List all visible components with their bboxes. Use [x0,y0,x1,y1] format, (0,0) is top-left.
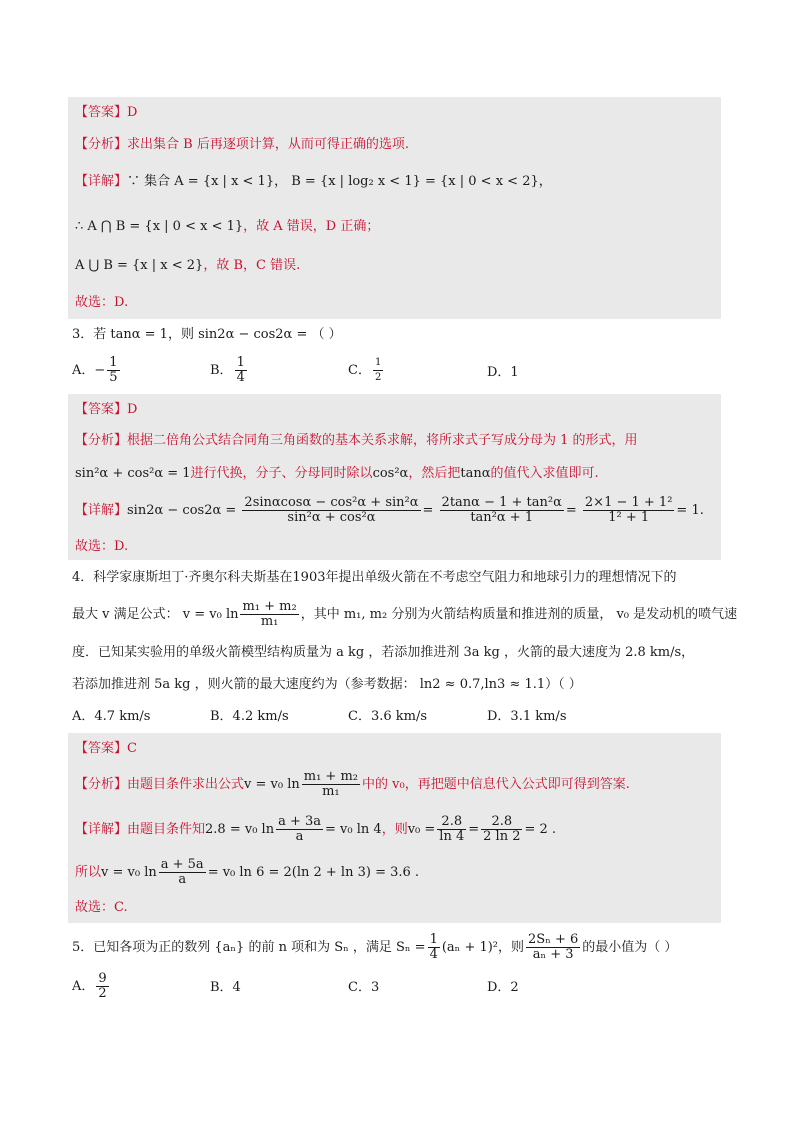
detail-math: = v₀ ln 6 = 2(ln 2 + ln 3) = 3.6 . [207,865,420,880]
numerator: m₁ + m₂ [303,769,358,784]
detail-text: ，故 B，C 错误. [203,258,301,273]
option-d: D．2 [487,980,519,995]
fraction [428,933,440,962]
analysis-text: ，然后把 [408,466,461,481]
answer-label: 【答案】C [75,741,137,756]
fraction [107,356,119,385]
denominator: 4 [429,947,438,962]
numerator: 1 [109,355,118,370]
detail-math: A ⋃ B = {x | x < 2} [75,258,204,273]
analysis-text: 进行代换，分子、分母同时除以 [190,466,373,481]
detail-text: ，则 [381,822,408,837]
analysis-tag: 【分析】 [75,777,128,792]
detail-text: 所以 [75,865,102,880]
numerator: 2.8 [481,815,522,830]
question-4-line-3: 度．已知某实验用的单级火箭模型结构质量为 a kg ，若添加推进剂 3a kg ，火箭的最大速度为 2.8 km/s， [72,645,695,660]
denominator: sin²α + cos²α [287,510,376,525]
fraction [242,496,420,525]
text: 的最小值为（ ） [582,940,678,955]
denominator: tan²α + 1 [470,510,534,525]
fraction [440,496,564,525]
question-4-line-4: 若添加推进剂 5a kg ，则火箭的最大速度约为（参考数据： ln2 ≈ 0.7,ln3 ≈ 1.1）（ ） [72,677,582,692]
text: ，其中 m₁, m₂ 分别为火箭结构质量和推进剂的质量， v₀ 是发动机的喷气速 [300,607,738,622]
denominator: m₁ [322,784,340,799]
detail-result: = 2 . [524,822,557,837]
fraction [96,972,108,1001]
analysis-text: 的值代入求值即可. [490,466,599,481]
detail-math: sin2α − cos2α = [127,503,237,518]
numerator: 1 [373,356,383,371]
analysis-line-2 [75,465,599,483]
question-5-stem [72,933,677,962]
detail-text: 由题目条件知 [127,822,206,837]
analysis-line [75,432,638,450]
detail-tag: 【详解】 [75,822,128,837]
option-label: B． [210,363,233,378]
answer-label: 【答案】D [75,402,138,417]
detail-math: ∴ A ⋂ B = {x | 0 < x < 1} [75,219,244,234]
analysis-math: sin²α + cos²α = 1 [75,466,191,481]
fraction [481,815,522,844]
denominator: m₁ [260,614,279,629]
option-b: B．4.2 km/s [210,709,289,724]
detail-math: 2.8 = v₀ ln [205,822,275,837]
detail-line-2 [75,218,379,236]
question-4-line-2 [72,600,737,629]
option-a [72,356,122,385]
option-label: A． [72,363,95,378]
numerator: 2tanα − 1 + tan²α [441,495,562,510]
fraction [276,815,323,844]
option-a [72,972,111,1001]
option-b [210,356,249,385]
analysis-text: 根据二倍角公式结合同角三角函数的基本关系求解，将所求式子写成分母为 1 的形式，用 [127,433,638,448]
numerator: 2×1 − 1 + 1² [584,495,673,510]
denominator: aₙ + 3 [532,947,574,962]
analysis-text: 中的 v₀，再把题中信息代入公式即可得到答案. [362,777,630,792]
denominator: 2 [98,986,107,1001]
detail-math: ∵ 集合 A = {x | x < 1}， B = {x | log₂ x < 1} = {x | 0 < x < 2}， [127,174,552,189]
option-a: A．4.7 km/s [72,709,151,724]
minus-sign: − [94,363,106,378]
numerator: 9 [98,971,107,986]
fraction [240,600,298,629]
numerator: 2.8 [437,815,466,830]
conclusion: 故选：C. [75,900,128,915]
analysis-text: 由题目条件求出公式 [127,777,245,792]
detail-tag: 【详解】 [75,503,128,518]
detail-math: = v₀ ln 4 [325,822,382,837]
option-b: B．4 [210,980,241,995]
denominator: 1² + 1 [608,510,650,525]
detail-result: = 1. [676,503,704,518]
answer-label: 【答案】D [75,105,138,120]
denominator: 5 [109,370,118,385]
detail-line-2 [75,858,419,887]
option-d: D．1 [487,365,519,380]
option-c: C．3.6 km/s [348,709,428,724]
text: 5．已知各项为正的数列 {aₙ} 的前 n 项和为 Sₙ ，满足 Sₙ = [72,940,426,955]
analysis-tag: 【分析】 [75,433,128,448]
denominator: 2 ln 2 [483,829,521,844]
denominator: ln 4 [439,829,465,844]
analysis-math: cos²α [372,466,409,481]
detail-line [75,173,552,191]
fraction [583,496,675,525]
numerator: 2Sₙ + 6 [528,932,579,947]
detail-math: v₀ = [407,822,436,837]
fraction [159,858,206,887]
formula: v = v₀ ln [182,607,239,622]
analysis-line [75,770,630,799]
analysis-math: v = v₀ ln [244,777,300,792]
text: 最大 v 满足公式： [72,607,179,622]
answer-box-q2 [68,97,721,319]
question-4-line-1: 4．科学家康斯坦丁·齐奥尔科夫斯基在1903年提出单级火箭在不考虑空气阻力和地球引力的理想情况下的 [72,570,677,585]
fraction [526,933,580,962]
option-label: A． [72,979,95,994]
analysis-math: tanα [460,466,491,481]
analysis-tag: 【分析】 [75,137,128,152]
option-c [348,356,385,385]
detail-math: v = v₀ ln [101,865,157,880]
numerator: a + 3a [278,814,322,829]
denominator: a [178,872,187,887]
analysis-line [75,136,409,154]
option-c: C．3 [348,980,380,995]
fraction [235,356,247,385]
conclusion: 故选：D. [75,295,129,310]
fraction [437,815,466,844]
fraction [373,356,383,385]
numerator: 2sinαcosα − cos²α + sin²α [244,495,419,510]
conclusion: 故选：D. [75,539,129,554]
option-label: C． [348,363,371,378]
question-3-stem: 3．若 tanα = 1，则 sin2α − cos2α = （ ） [72,327,342,342]
detail-line-3 [75,257,300,275]
numerator: 1 [429,932,438,947]
numerator: a + 5a [160,857,204,872]
detail-tag: 【详解】 [75,174,128,189]
denominator: 2 [374,372,382,383]
detail-line: 【详解】由题目条件知2.8 = v₀ ln $\frac{a + 3a}{a}$ = v₀ ln 4，则v₀ = $\frac{2.8}{\ln 4}$ = $\frac{2.8}{2 \ln 2}$ = 2 . [75,814,557,844]
denominator: a [295,829,304,844]
fraction [302,770,360,799]
analysis-text: 求出集合 B 后再逐项计算，从而可得正确的选项. [127,137,409,152]
option-d: D．3.1 km/s [487,709,567,724]
numerator: m₁ + m₂ [242,599,297,614]
denominator: 4 [236,370,245,385]
numerator: 1 [236,355,245,370]
detail-text: ，故 A 错误，D 正确； [243,219,380,234]
text: (aₙ + 1)²，则 [441,940,525,955]
detail-line: 【详解】sin2α − cos2α = $\frac{\text{2sinαcosα − cos²α + sin²α}}{\text{sin²α + cos²α}}$ = $\frac{\text{2tanα − 1 + tan²α}}{\text{tan²α + 1}}$ = $\frac{\text{2×1 − 1 + 1²}}{\text{1² + 1}}$ = 1. [75,495,704,525]
